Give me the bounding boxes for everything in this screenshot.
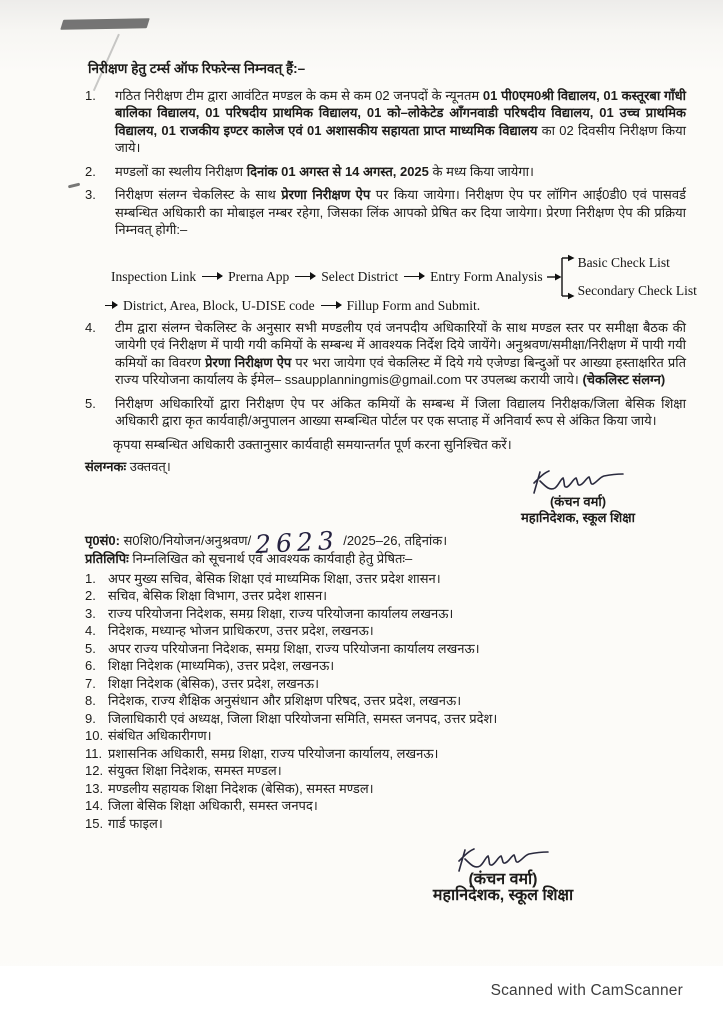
- term-number: 4.: [85, 319, 96, 335]
- cc-text: निदेशक, राज्य शैक्षिक अनुसंधान और प्रशिक्षण परिषद, उत्तर प्रदेश, लखनऊ।: [108, 693, 462, 708]
- cc-list-item: [85, 762, 686, 780]
- flow-node-inspection-link: Inspection Link: [111, 268, 197, 284]
- cc-list-item: [85, 675, 686, 693]
- term-number: 2.: [85, 163, 96, 179]
- scan-pen-dash: [68, 183, 80, 188]
- cc-text: प्रशासनिक अधिकारी, समग्र शिक्षा, राज्य परियोजना कार्यालय, लखनऊ।: [108, 745, 439, 761]
- cc-list-item: [85, 640, 686, 658]
- right-arrow-icon: [202, 276, 222, 277]
- cc-number: 10.: [85, 728, 104, 743]
- cc-list-item: [85, 745, 686, 763]
- cc-text: संबंधित अधिकारीगण।: [108, 728, 212, 743]
- term-item: [85, 186, 686, 239]
- cc-text: गार्ड फाइल।: [108, 815, 163, 831]
- signature-block-bottom: [398, 846, 608, 904]
- term-item: [85, 395, 686, 430]
- signatory-name: (कंचन वर्मा): [549, 493, 607, 509]
- cc-list-item: [85, 622, 686, 640]
- cc-number: 7.: [85, 675, 96, 691]
- term-number: 5.: [85, 395, 96, 411]
- signature-scribble-icon: [530, 468, 626, 496]
- closing-request-line: कृपया सम्बन्धित अधिकारी उक्तानुसार कार्यवाही समयान्तर्गत पूर्ण करना सुनिश्चित करें।: [113, 436, 512, 452]
- term-number: 3.: [85, 187, 96, 202]
- cc-number: 5.: [85, 640, 96, 656]
- cc-number: 9.: [85, 710, 96, 726]
- terms-list-upper: [85, 87, 686, 239]
- cc-number: 15.: [85, 815, 104, 831]
- cc-number: 2.: [85, 588, 96, 603]
- flow-node-select-district: Select District: [321, 268, 399, 284]
- cc-text: निदेशक, मध्यान्ह भोजन प्राधिकरण, उत्तर प्रदेश, लखनऊ।: [108, 623, 374, 638]
- term-number: 1.: [85, 87, 96, 103]
- flowchart-row-2: [105, 297, 482, 315]
- flow-node-entry-form-analysis: Entry Form Analysis: [430, 268, 543, 284]
- signatory-title: महानिदेशक, स्कूल शिक्षा: [521, 509, 635, 525]
- cc-list-item: [85, 587, 686, 605]
- right-arrow-icon: [404, 276, 424, 277]
- cc-list-item: [85, 710, 686, 728]
- cc-text: शिक्षा निदेशक (माध्यमिक), उत्तर प्रदेश, लखनऊ।: [108, 658, 335, 673]
- ref-suffix: /2025–26, तद्दिनांक।: [343, 532, 448, 548]
- cc-list-item: [85, 605, 686, 623]
- cc-text: मण्डलीय सहायक शिक्षा निदेशक (बेसिक), समस्त मण्डल।: [108, 780, 374, 796]
- cc-list: [85, 570, 686, 833]
- branch-labels: [578, 255, 697, 298]
- flow-node-secondary-check-list: Secondary Check List: [577, 282, 697, 298]
- cc-number: 3.: [85, 605, 96, 621]
- cc-number: 12.: [85, 763, 104, 778]
- scan-smudge-mark: [60, 18, 150, 29]
- signature-scribble-icon: [455, 846, 551, 874]
- handwritten-dispatch-number: 2623: [254, 525, 340, 559]
- flow-node-basic-check-list: Basic Check List: [577, 254, 670, 270]
- cc-text: जिला बेसिक शिक्षा अधिकारी, समस्त जनपद।: [108, 798, 318, 813]
- cc-text: अपर राज्य परियोजना निदेशक, समग्र शिक्षा, राज्य परियोजना कार्यालय लखनऊ।: [108, 640, 480, 656]
- term-text: टीम द्वारा संलग्न चेकलिस्ट के अनुसार सभी मण्डलीय एवं जनपदीय अधिकारियों के साथ मण्डल स्तर पर समीक्षा बैठक की जायेगी एवं निरीक्षण में पायी गयी कमियों के सम्बन्ध में आवश्यक निर्देश दिये जायेंगे। अनुश्रवण/समीक्षा/निरीक्षण में पायी गयी कमियों का विवरण प्रेरणा निरीक्षण ऐप पर भरा जायेगा एवं चेकलिस्ट में दिये गये एजेण्डा बिन्दुओं पर आख्या हस्ताक्षरित प्रति राज्य परियोजना कार्यालय के ईमेल– ssaupplanningmis@gmail.com पर उपलब्ध करायी जाये। (चेकलिस्ट संलग्न): [115, 319, 686, 387]
- cc-list-item: [85, 657, 686, 675]
- cc-list-item: [85, 727, 686, 745]
- term-text: निरीक्षण संलग्न चेकलिस्ट के साथ प्रेरणा निरीक्षण ऐप पर किया जायेगा। निरीक्षण ऐप पर लॉगिन आई0डी0 एवं पासवर्ड सम्बन्धित अधिकारी का मोबाइल नम्बर रहेगा, जिसका लिंक आपको प्रेषित कर दिया जायेगा। प्रेरणा निरीक्षण ऐप की प्रक्रिया निम्नवत् होगी:–: [115, 187, 686, 237]
- cc-list-item: [85, 780, 686, 798]
- cc-number: 4.: [85, 623, 96, 638]
- cc-list-item: [85, 815, 686, 833]
- cc-number: 1.: [85, 570, 96, 586]
- enclosure-line: संलग्नकः उक्तवत्।: [85, 459, 171, 474]
- right-arrow-icon: [295, 276, 315, 277]
- signatory-title: महानिदेशक, स्कूल शिक्षा: [432, 887, 574, 904]
- ref-prefix: पृ0सं0: स0शि0/नियोजन/अनुश्रवण/: [85, 532, 252, 548]
- cc-number: 6.: [85, 658, 96, 673]
- signature-block-top: [473, 468, 683, 526]
- term-item: [85, 163, 686, 181]
- term-item: [85, 319, 686, 389]
- flow-node-fillup-form-submit: Fillup Form and Submit.: [346, 297, 481, 313]
- page-title: निरीक्षण हेतु टर्म्स ऑफ रिफरेन्स निम्नवत् हैं:–: [88, 61, 306, 76]
- letter-body: [85, 60, 697, 832]
- cc-text: राज्य परियोजना निदेशक, समग्र शिक्षा, राज्य परियोजना कार्यालय लखनऊ।: [108, 605, 454, 621]
- flow-node-district-area-block: District, Area, Block, U-DISE code: [123, 297, 315, 313]
- term-text: निरीक्षण अधिकारियों द्वारा निरीक्षण ऐप पर अंकित कमियों के सम्बन्ध में जिला विद्यालय निरीक्षक/जिला बेसिक शिक्षा अधिकारी द्वारा कृत कार्यवाही/अनुपालन आख्या सम्बन्धित पोर्टल पर एक सप्ताह में अनिवार्य रूप से अंकित किया जाये।: [115, 395, 686, 428]
- branch-fork-icon: [547, 253, 575, 301]
- right-arrow-icon: [321, 305, 341, 306]
- cc-list-item: [85, 570, 686, 588]
- flow-node-prerna-app: Prerna App: [228, 268, 290, 284]
- term-text: मण्डलों का स्थलीय निरीक्षण दिनांक 01 अगस्त से 14 अगस्त, 2025 के मध्य किया जायेगा।: [115, 163, 534, 179]
- cc-number: 8.: [85, 693, 96, 708]
- cc-number: 13.: [85, 780, 104, 796]
- cc-text: संयुक्त शिक्षा निदेशक, समस्त मण्डल।: [108, 763, 282, 778]
- cc-text: सचिव, बेसिक शिक्षा विभाग, उत्तर प्रदेश शासन।: [108, 588, 328, 603]
- prerna-app-flowchart: [85, 245, 697, 313]
- cc-text: अपर मुख्य सचिव, बेसिक शिक्षा एवं माध्यमिक शिक्षा, उत्तर प्रदेश शासन।: [108, 570, 441, 586]
- terms-list-lower: [85, 319, 686, 430]
- right-arrow-icon: [105, 305, 117, 306]
- term-text: गठित निरीक्षण टीम द्वारा आवंटित मण्डल के कम से कम 02 जनपदों के न्यूनतम 01 पी0एम0श्री विद्यालय, 01 कस्तूरबा गाँधी बालिका विद्यालय, 01 परिषदीय प्राथमिक विद्यालय, 01 को–लोकेटेड आँगनवाडी परिषदीय विद्यालय, 01 उच्च प्राथमिक विद्यालय, 01 राजकीय इण्टर कालेज एवं 01 अशासकीय सहायता प्राप्त माध्यमिक विद्यालय का 02 दिवसीय निरीक्षण किया जाये।: [115, 87, 686, 155]
- cc-list-item: [85, 797, 686, 815]
- camscanner-watermark: Scanned with CamScanner: [490, 982, 683, 999]
- cc-number: 11.: [85, 745, 103, 761]
- cc-list-item: [85, 692, 686, 710]
- cc-text: शिक्षा निदेशक (बेसिक), उत्तर प्रदेश, लखनऊ।: [108, 675, 320, 691]
- cc-text: जिलाधिकारी एवं अध्यक्ष, जिला शिक्षा परियोजना समिति, समस्त जनपद, उत्तर प्रदेश।: [108, 710, 498, 726]
- term-item: [85, 87, 686, 157]
- signatory-name: (कंचन वर्मा): [468, 871, 538, 888]
- footer-bar: [0, 966, 723, 1024]
- copy-to-line: प्रतिलिपिः निम्नलिखित को सूचनार्थ एवं आवश्यक कार्यवाही हेतु प्रेषितः–: [85, 551, 413, 566]
- cc-number: 14.: [85, 798, 104, 813]
- flowchart-row-1: [109, 253, 697, 301]
